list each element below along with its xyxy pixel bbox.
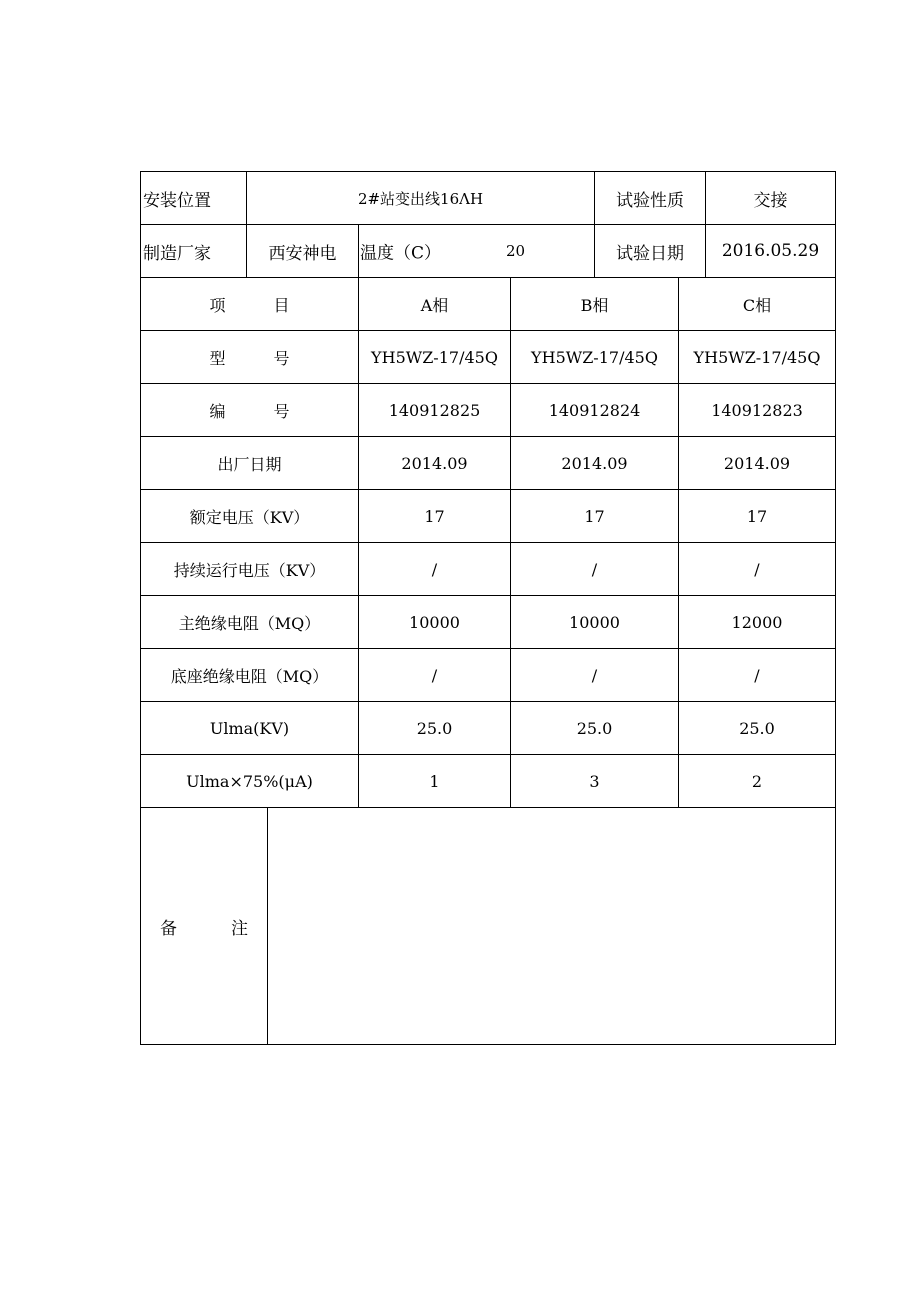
table-row (141, 702, 836, 755)
row-label: 型 号 (141, 331, 359, 384)
test-record-sheet (140, 171, 835, 1045)
phase-a-value: / (359, 649, 511, 702)
header-table (140, 171, 836, 278)
test-date-value: 2016.05.29 (706, 225, 836, 278)
install-location-value: 2#站变出线16ΛH (247, 172, 595, 225)
phase-c-value: 2014.09 (679, 437, 836, 490)
row-label: Ulma(KV) (141, 702, 359, 755)
phase-a-value: 17 (359, 490, 511, 543)
phase-c-value: 17 (679, 490, 836, 543)
test-date-label: 试验日期 (595, 225, 706, 278)
phase-b-value: / (511, 543, 679, 596)
temperature-value: 20 (506, 242, 526, 260)
notes-row (141, 808, 836, 1045)
phase-a-value: YH5WZ-17/45Q (359, 331, 511, 384)
column-header-row (141, 278, 836, 331)
table-row (141, 596, 836, 649)
notes-label-char-1: 备 (160, 918, 177, 939)
phase-c-value: / (679, 543, 836, 596)
phase-b-value: 10000 (511, 596, 679, 649)
manufacturer-row (141, 225, 836, 278)
phase-a-value: 10000 (359, 596, 511, 649)
table-row (141, 543, 836, 596)
install-location-row (141, 172, 836, 225)
table-row (141, 649, 836, 702)
column-header-phase-a: A相 (359, 278, 511, 331)
phase-b-value: 17 (511, 490, 679, 543)
table-row (141, 490, 836, 543)
phase-a-value: 140912825 (359, 384, 511, 437)
test-nature-label: 试验性质 (595, 172, 706, 225)
table-row (141, 437, 836, 490)
phase-b-value: 3 (511, 755, 679, 808)
phase-a-value: 25.0 (359, 702, 511, 755)
table-row (141, 331, 836, 384)
row-label: 额定电压（KV） (141, 490, 359, 543)
phase-c-value: 12000 (679, 596, 836, 649)
phase-c-value: 140912823 (679, 384, 836, 437)
notes-label-char-2: 注 (231, 918, 248, 939)
phase-c-value: 2 (679, 755, 836, 808)
temperature-cell (359, 225, 595, 278)
phase-c-value: / (679, 649, 836, 702)
phase-b-value: 25.0 (511, 702, 679, 755)
notes-label (141, 808, 268, 1045)
column-header-phase-c: C相 (679, 278, 836, 331)
phase-b-value: 2014.09 (511, 437, 679, 490)
row-label: Ulma×75%(μA) (141, 755, 359, 808)
row-label: 主绝缘电阻（MQ） (141, 596, 359, 649)
phase-b-value: / (511, 649, 679, 702)
row-label: 持续运行电压（KV） (141, 543, 359, 596)
column-header-phase-b: B相 (511, 278, 679, 331)
table-row (141, 755, 836, 808)
phase-b-value: 140912824 (511, 384, 679, 437)
test-nature-value: 交接 (706, 172, 836, 225)
row-label: 编 号 (141, 384, 359, 437)
phase-a-value: 2014.09 (359, 437, 511, 490)
install-location-label: 安装位置 (141, 172, 247, 225)
row-label: 底座绝缘电阻（MQ） (141, 649, 359, 702)
notes-table (140, 807, 836, 1045)
table-row (141, 384, 836, 437)
column-header-item: 项 目 (141, 278, 359, 331)
phase-c-value: YH5WZ-17/45Q (679, 331, 836, 384)
phase-a-value: 1 (359, 755, 511, 808)
phase-c-value: 25.0 (679, 702, 836, 755)
measurement-table (140, 277, 836, 808)
phase-a-value: / (359, 543, 511, 596)
manufacturer-value: 西安神电 (247, 225, 359, 278)
manufacturer-label: 制造厂家 (141, 225, 247, 278)
phase-b-value: YH5WZ-17/45Q (511, 331, 679, 384)
row-label: 出厂日期 (141, 437, 359, 490)
notes-content (268, 808, 836, 1045)
temperature-label: 温度（C） (360, 243, 442, 264)
